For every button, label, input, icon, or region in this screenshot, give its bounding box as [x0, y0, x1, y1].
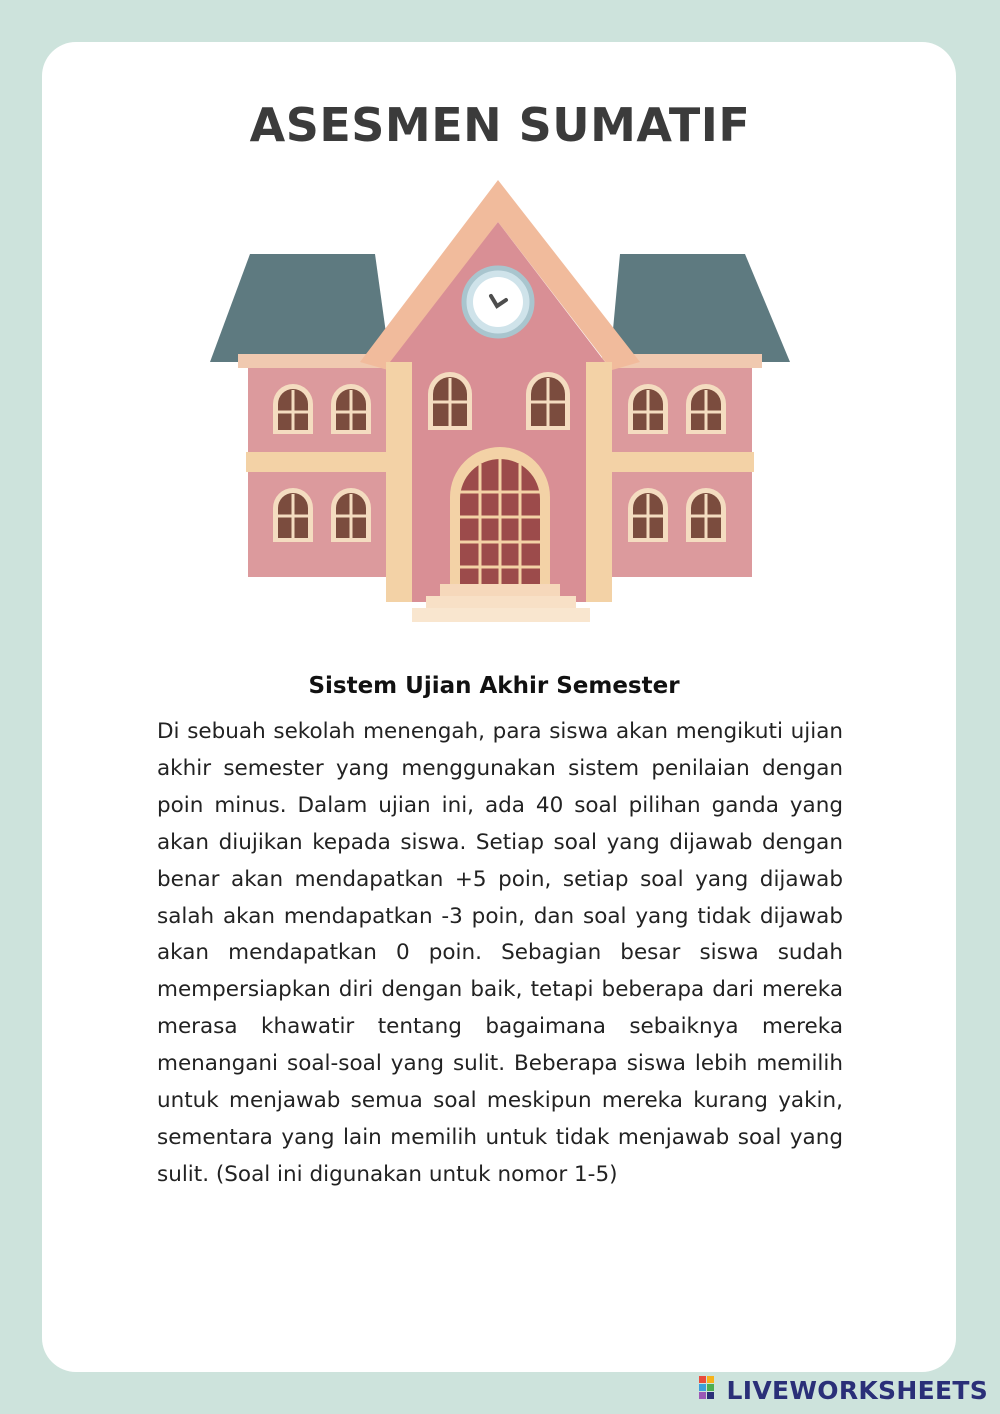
passage-text: Di sebuah sekolah menengah, para siswa akan mengikuti ujian akhir semester yang menggunakan sistem penilaian dengan poin minus. Dalam ujian ini, ada 40 soal pilihan ganda yang akan diujikan kepada siswa. Setiap soal yang dijawab dengan benar akan mendapatkan +5 poin, setiap soal yang dijawab salah akan mendapatkan -3 poin, dan soal yang tidak dijawab akan mendapatkan 0 poin. Sebagian besar siswa sudah mempersiapkan diri dengan baik, tetapi beberapa dari mereka merasa khawatir tentang bagaimana sebaiknya mereka menangani soal-soal yang sulit. Beberapa siswa lebih memilih untuk menjawab semua soal meskipun mereka kurang yakin, sementara yang lain memilih untuk tidak menjawab soal yang sulit. (Soal ini digunakan untuk nomor 1-5)	[157, 719, 843, 1187]
front-steps	[440, 584, 560, 598]
liveworksheets-logo-icon	[699, 1376, 723, 1404]
brand-footer[interactable]	[699, 1374, 988, 1406]
page-title: ASESMEN SUMATIF	[249, 98, 751, 152]
left-floor-band	[246, 452, 391, 472]
brand-name: LIVEWORKSHEETS	[726, 1375, 988, 1405]
right-roof	[610, 254, 790, 362]
section-heading: Sistem Ujian Akhir Semester	[308, 673, 680, 699]
school-building-icon	[200, 172, 800, 632]
right-floor-band	[609, 452, 754, 472]
left-roof	[210, 254, 390, 362]
